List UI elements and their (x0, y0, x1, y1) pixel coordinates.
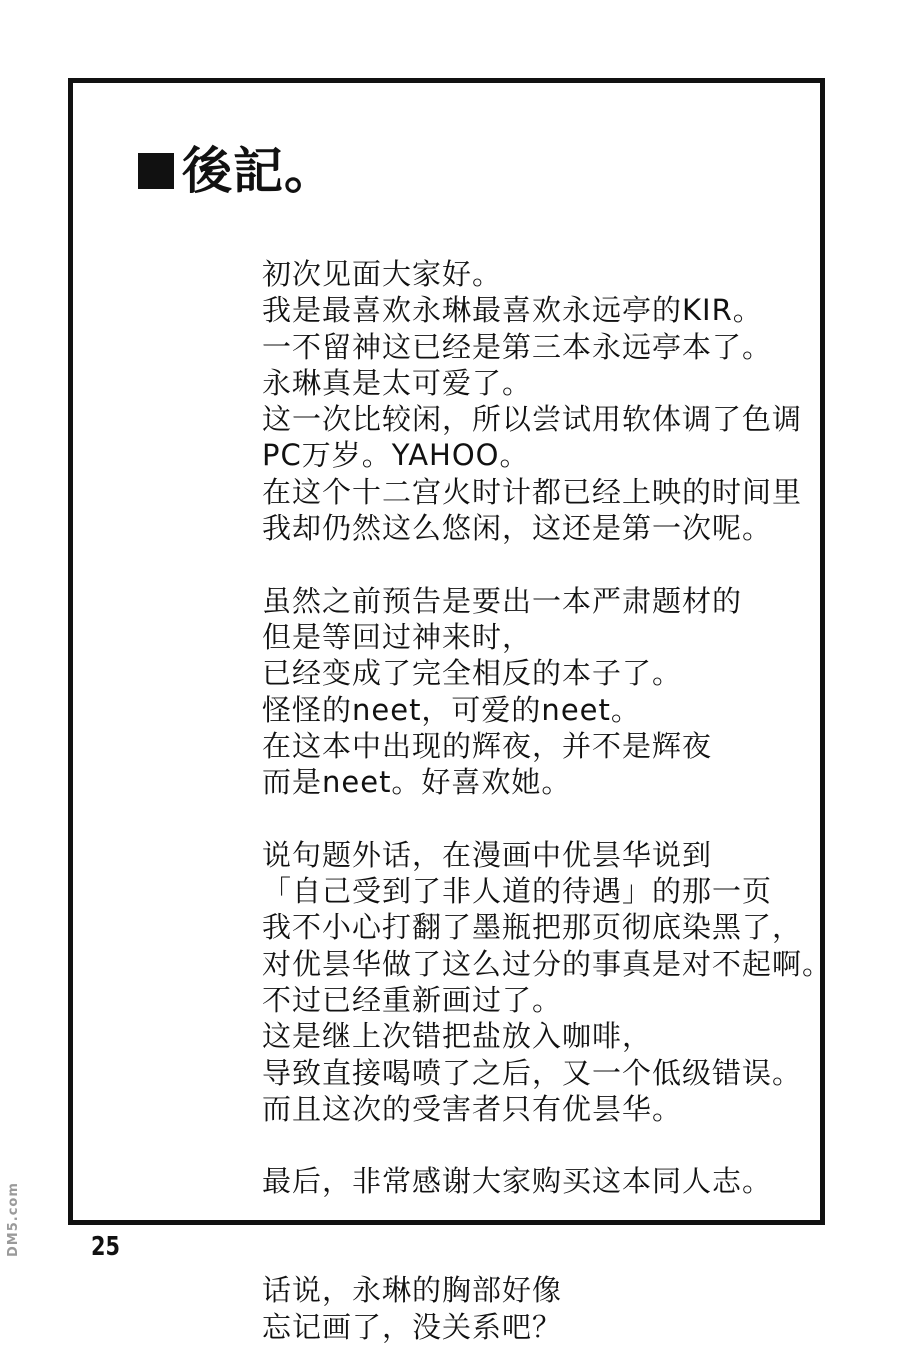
paragraph-thanks (262, 1163, 822, 1199)
text-line: PC万岁。YAHOO。 (262, 438, 530, 473)
text-line: 对优昙华做了这么过分的事真是对不起啊。 (262, 946, 833, 981)
text-line: 已经变成了完全相反的本子了。 (262, 656, 683, 691)
afterword-title (138, 136, 335, 206)
text-line: 导致直接喝喷了之后，又一个低级错误。 (262, 1055, 803, 1090)
paragraph-neet (262, 583, 822, 801)
text-line: 说句题外话，在漫画中优昙华说到 (262, 837, 713, 872)
text-line: 一不留神这已经是第三本永远亭本了。 (262, 329, 773, 364)
text-line: 永琳真是太可爱了。 (262, 365, 533, 400)
text-line: 而且这次的受害者只有优昙华。 (262, 1091, 683, 1126)
text-line: 在这个十二宫火时计都已经上映的时间里 (262, 474, 803, 509)
black-square-icon (138, 153, 174, 189)
paragraph-aside (262, 837, 833, 1127)
text-line: 话说，永琳的胸部好像 (262, 1273, 563, 1308)
text-line: 忘记画了，没关系吧？ (262, 1309, 563, 1344)
text-line: 我不小心打翻了墨瓶把那页彻底染黑了， (262, 910, 803, 945)
watermark-logo: DM5.com (6, 1182, 21, 1258)
text-line: 怪怪的neet，可爱的neet。 (262, 692, 641, 727)
text-line: 但是等回过神来时， (262, 619, 533, 654)
text-line: 虽然之前预告是要出一本严肃题材的 (262, 583, 743, 618)
text-line: 「自己受到了非人道的待遇」的那一页 (262, 874, 773, 909)
text-line: 初次见面大家好。 (262, 257, 503, 291)
text-line: 不过已经重新画过了。 (262, 982, 563, 1017)
text-line: 最后，非常感谢大家购买这本同人志。 (262, 1164, 773, 1199)
text-line: 我却仍然这么悠闲，这还是第一次呢。 (262, 511, 773, 546)
paragraph-postscript (262, 1272, 822, 1345)
text-line: 这是继上次错把盐放入咖啡， (262, 1019, 653, 1054)
text-line: 我是最喜欢永琳最喜欢永远亭的KIR。 (262, 293, 763, 328)
afterword-body (262, 256, 833, 1345)
paragraph-greeting (262, 256, 822, 546)
text-line: 而是neet。好喜欢她。 (262, 765, 572, 800)
afterword-title-text: 後記。 (182, 142, 335, 200)
text-line: 这一次比较闲，所以尝试用软体调了色调 (262, 402, 803, 437)
text-line: 在这本中出现的辉夜，并不是辉夜 (262, 728, 713, 763)
page-number: 25 (91, 1232, 120, 1262)
